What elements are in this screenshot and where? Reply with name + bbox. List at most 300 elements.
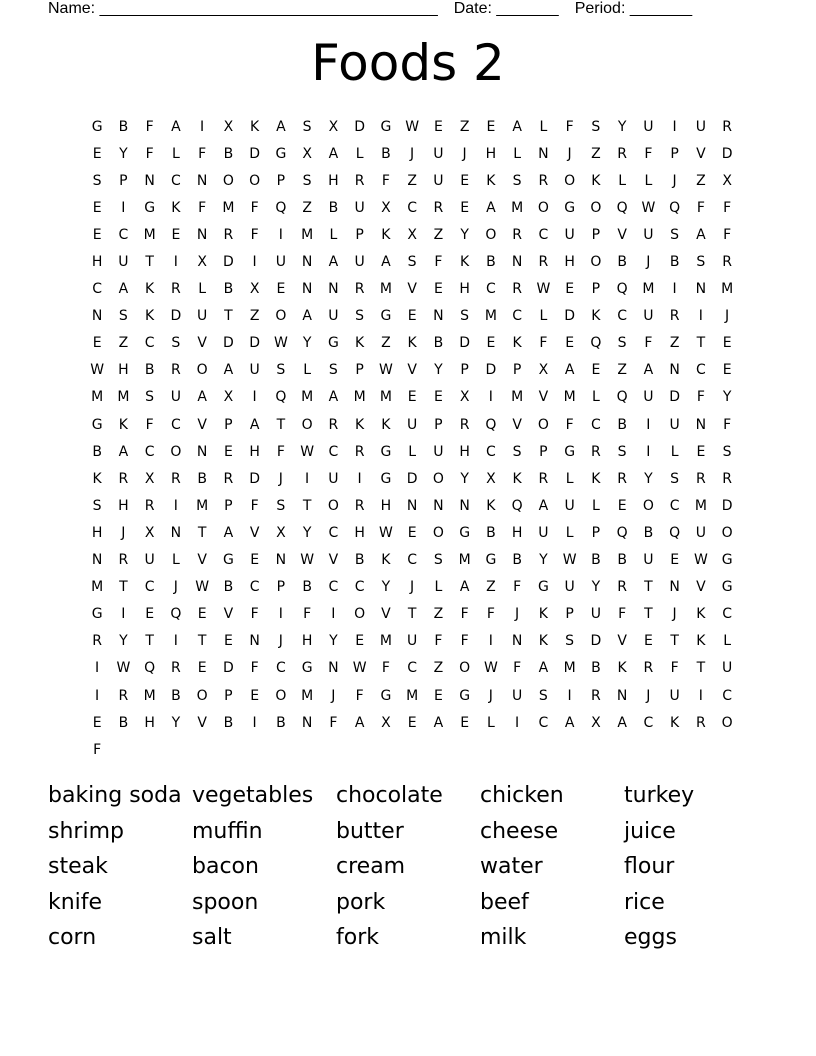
grid-letter[interactable]: O: [590, 254, 602, 271]
grid-letter[interactable]: R: [171, 470, 181, 487]
grid-letter[interactable]: C: [328, 579, 339, 596]
grid-letter[interactable]: U: [722, 660, 733, 677]
grid-letter[interactable]: F: [565, 118, 574, 135]
grid-letter[interactable]: P: [224, 497, 233, 514]
grid-letter[interactable]: E: [145, 606, 155, 623]
grid-letter[interactable]: Y: [722, 389, 732, 406]
grid-letter[interactable]: H: [118, 362, 129, 379]
grid-letter[interactable]: K: [512, 335, 522, 352]
grid-letter[interactable]: Y: [617, 118, 627, 135]
grid-letter[interactable]: K: [407, 335, 417, 352]
grid-letter[interactable]: G: [91, 606, 103, 623]
grid-letter[interactable]: U: [407, 633, 418, 650]
grid-letter[interactable]: G: [275, 145, 287, 162]
grid-letter[interactable]: R: [171, 281, 181, 298]
grid-letter[interactable]: A: [328, 254, 339, 271]
grid-letter[interactable]: F: [250, 199, 259, 216]
grid-letter[interactable]: S: [433, 552, 443, 569]
grid-letter[interactable]: R: [328, 416, 339, 433]
grid-letter[interactable]: X: [223, 118, 234, 135]
grid-letter[interactable]: X: [302, 145, 312, 162]
grid-letter[interactable]: D: [222, 254, 234, 271]
grid-letter[interactable]: I: [200, 118, 205, 135]
grid-letter[interactable]: U: [433, 145, 444, 162]
grid-letter[interactable]: C: [92, 281, 103, 298]
grid-letter[interactable]: H: [511, 524, 523, 541]
grid-letter[interactable]: B: [223, 714, 234, 731]
grid-letter[interactable]: J: [410, 145, 415, 162]
grid-letter[interactable]: Q: [669, 199, 681, 216]
grid-letter[interactable]: N: [328, 660, 339, 677]
grid-letter[interactable]: V: [696, 579, 706, 596]
grid-letter[interactable]: E: [407, 714, 417, 731]
grid-letter[interactable]: L: [670, 443, 679, 460]
grid-letter[interactable]: F: [145, 416, 154, 433]
grid-letter[interactable]: B: [302, 579, 312, 596]
grid-letter[interactable]: U: [354, 254, 365, 271]
grid-letter[interactable]: K: [145, 281, 155, 298]
grid-letter[interactable]: Y: [591, 579, 601, 596]
grid-letter[interactable]: W: [273, 335, 288, 352]
grid-letter[interactable]: Q: [616, 199, 628, 216]
grid-letter[interactable]: Q: [170, 606, 182, 623]
grid-letter[interactable]: F: [198, 145, 207, 162]
grid-letter[interactable]: K: [171, 199, 181, 216]
grid-letter[interactable]: I: [252, 389, 257, 406]
grid-letter[interactable]: M: [301, 389, 314, 406]
grid-letter[interactable]: E: [433, 118, 443, 135]
grid-letter[interactable]: A: [197, 389, 207, 406]
grid-letter[interactable]: X: [459, 389, 470, 406]
grid-letter[interactable]: J: [278, 633, 283, 650]
grid-letter[interactable]: A: [433, 714, 444, 731]
grid-letter[interactable]: M: [694, 497, 707, 514]
grid-letter[interactable]: Z: [669, 335, 680, 352]
grid-letter[interactable]: Y: [460, 470, 469, 487]
grid-letter[interactable]: T: [302, 497, 312, 514]
grid-letter[interactable]: B: [512, 552, 522, 569]
grid-letter[interactable]: F: [618, 606, 627, 623]
grid-letter[interactable]: F: [93, 741, 102, 758]
grid-letter[interactable]: V: [197, 714, 207, 731]
grid-letter[interactable]: Q: [616, 524, 628, 541]
grid-letter[interactable]: E: [460, 172, 470, 189]
grid-letter[interactable]: N: [170, 524, 182, 541]
grid-letter[interactable]: Z: [249, 308, 260, 325]
grid-letter[interactable]: R: [722, 118, 732, 135]
grid-letter[interactable]: G: [564, 443, 576, 460]
grid-letter[interactable]: B: [223, 579, 234, 596]
grid-letter[interactable]: V: [197, 416, 207, 433]
grid-letter[interactable]: I: [331, 606, 336, 623]
grid-letter[interactable]: O: [721, 714, 733, 731]
grid-letter[interactable]: G: [485, 552, 497, 569]
grid-letter[interactable]: G: [91, 416, 103, 433]
grid-letter[interactable]: A: [328, 145, 339, 162]
grid-letter[interactable]: B: [144, 362, 155, 379]
grid-letter[interactable]: E: [92, 714, 102, 731]
grid-letter[interactable]: X: [144, 470, 155, 487]
grid-letter[interactable]: B: [118, 118, 129, 135]
grid-letter[interactable]: P: [460, 362, 469, 379]
grid-letter[interactable]: U: [249, 362, 260, 379]
grid-letter[interactable]: K: [486, 172, 496, 189]
grid-letter[interactable]: U: [275, 254, 286, 271]
grid-letter[interactable]: V: [381, 606, 391, 623]
grid-letter[interactable]: B: [118, 714, 129, 731]
grid-letter[interactable]: C: [144, 579, 155, 596]
grid-letter[interactable]: L: [591, 389, 600, 406]
grid-letter[interactable]: G: [380, 308, 392, 325]
grid-letter[interactable]: F: [303, 606, 312, 623]
grid-letter[interactable]: V: [328, 552, 339, 569]
grid-letter[interactable]: F: [381, 660, 390, 677]
grid-letter[interactable]: R: [118, 687, 129, 704]
grid-letter[interactable]: K: [696, 633, 706, 650]
grid-letter[interactable]: Z: [617, 362, 627, 379]
grid-letter[interactable]: H: [91, 524, 103, 541]
grid-letter[interactable]: F: [513, 660, 522, 677]
grid-letter[interactable]: E: [722, 362, 732, 379]
grid-letter[interactable]: S: [670, 226, 680, 243]
grid-letter[interactable]: S: [591, 118, 601, 135]
grid-letter[interactable]: I: [698, 308, 703, 325]
grid-letter[interactable]: C: [407, 199, 418, 216]
grid-letter[interactable]: S: [355, 308, 365, 325]
grid-letter[interactable]: S: [460, 308, 470, 325]
grid-letter[interactable]: H: [118, 497, 129, 514]
grid-letter[interactable]: J: [515, 606, 520, 623]
grid-letter[interactable]: R: [722, 470, 732, 487]
grid-letter[interactable]: Z: [459, 118, 470, 135]
grid-letter[interactable]: E: [276, 281, 286, 298]
grid-letter[interactable]: N: [275, 552, 287, 569]
grid-letter[interactable]: L: [591, 497, 600, 514]
grid-letter[interactable]: J: [462, 145, 467, 162]
grid-letter[interactable]: X: [381, 714, 391, 731]
grid-letter[interactable]: M: [379, 389, 392, 406]
grid-letter[interactable]: S: [617, 443, 627, 460]
grid-letter[interactable]: A: [696, 226, 706, 243]
grid-letter[interactable]: X: [722, 172, 732, 189]
grid-letter[interactable]: P: [119, 172, 128, 189]
grid-letter[interactable]: F: [355, 687, 364, 704]
grid-letter[interactable]: D: [249, 145, 261, 162]
grid-letter[interactable]: J: [646, 687, 651, 704]
grid-letter[interactable]: X: [381, 199, 391, 216]
grid-letter[interactable]: N: [196, 226, 208, 243]
grid-letter[interactable]: I: [95, 660, 100, 677]
grid-letter[interactable]: Q: [511, 497, 523, 514]
grid-letter[interactable]: Z: [433, 660, 444, 677]
grid-letter[interactable]: E: [433, 687, 443, 704]
grid-letter[interactable]: Z: [407, 172, 417, 189]
grid-letter[interactable]: S: [276, 362, 286, 379]
grid-letter[interactable]: B: [197, 470, 207, 487]
grid-letter[interactable]: K: [355, 335, 365, 352]
grid-letter[interactable]: S: [722, 443, 732, 460]
grid-letter[interactable]: B: [223, 145, 234, 162]
grid-letter[interactable]: F: [486, 606, 495, 623]
grid-letter[interactable]: F: [723, 416, 732, 433]
grid-letter[interactable]: F: [198, 199, 207, 216]
grid-letter[interactable]: M: [222, 199, 235, 216]
grid-letter[interactable]: U: [170, 389, 181, 406]
grid-letter[interactable]: T: [276, 416, 286, 433]
grid-letter[interactable]: E: [617, 497, 627, 514]
grid-letter[interactable]: A: [564, 362, 575, 379]
grid-letter[interactable]: Y: [644, 470, 653, 487]
grid-letter[interactable]: P: [512, 362, 522, 379]
grid-letter[interactable]: W: [195, 579, 210, 596]
grid-letter[interactable]: I: [173, 254, 178, 271]
grid-letter[interactable]: Y: [302, 335, 312, 352]
grid-letter[interactable]: I: [305, 470, 310, 487]
grid-letter[interactable]: F: [434, 633, 443, 650]
grid-letter[interactable]: H: [91, 254, 103, 271]
grid-letter[interactable]: T: [670, 633, 679, 650]
grid-letter[interactable]: J: [646, 254, 651, 271]
grid-letter[interactable]: A: [381, 254, 391, 271]
grid-letter[interactable]: E: [460, 199, 470, 216]
grid-letter[interactable]: U: [643, 552, 654, 569]
grid-letter[interactable]: E: [696, 443, 706, 460]
grid-letter[interactable]: C: [722, 687, 733, 704]
grid-letter[interactable]: I: [646, 416, 651, 433]
grid-letter[interactable]: E: [591, 362, 601, 379]
grid-letter[interactable]: L: [171, 552, 180, 569]
grid-letter[interactable]: N: [91, 552, 103, 569]
grid-letter[interactable]: M: [458, 552, 471, 569]
grid-letter[interactable]: E: [92, 145, 102, 162]
grid-letter[interactable]: M: [91, 389, 104, 406]
grid-letter[interactable]: I: [121, 199, 126, 216]
grid-letter[interactable]: L: [434, 579, 443, 596]
grid-letter[interactable]: N: [459, 497, 470, 514]
grid-letter[interactable]: N: [301, 254, 313, 271]
grid-letter[interactable]: R: [669, 308, 680, 325]
grid-letter[interactable]: D: [459, 335, 471, 352]
grid-letter[interactable]: C: [617, 308, 628, 325]
grid-letter[interactable]: K: [512, 470, 522, 487]
grid-letter[interactable]: F: [329, 714, 338, 731]
grid-letter[interactable]: U: [328, 308, 339, 325]
grid-letter[interactable]: J: [567, 145, 572, 162]
grid-letter[interactable]: R: [696, 470, 706, 487]
grid-letter[interactable]: G: [380, 118, 392, 135]
grid-letter[interactable]: J: [278, 470, 283, 487]
grid-letter[interactable]: L: [644, 172, 653, 189]
grid-letter[interactable]: Z: [381, 335, 391, 352]
grid-letter[interactable]: C: [538, 226, 549, 243]
grid-letter[interactable]: R: [118, 470, 129, 487]
grid-letter[interactable]: M: [563, 389, 576, 406]
grid-letter[interactable]: C: [695, 362, 706, 379]
grid-letter[interactable]: R: [643, 660, 654, 677]
grid-letter[interactable]: L: [329, 226, 338, 243]
grid-letter[interactable]: I: [278, 606, 283, 623]
grid-letter[interactable]: Z: [118, 335, 129, 352]
grid-letter[interactable]: T: [197, 633, 207, 650]
grid-letter[interactable]: F: [460, 606, 469, 623]
grid-letter[interactable]: J: [121, 524, 126, 541]
grid-letter[interactable]: Q: [144, 660, 156, 677]
grid-letter[interactable]: K: [145, 308, 155, 325]
grid-letter[interactable]: X: [223, 389, 234, 406]
grid-letter[interactable]: F: [513, 579, 522, 596]
grid-letter[interactable]: I: [357, 470, 362, 487]
grid-letter[interactable]: F: [670, 660, 679, 677]
grid-letter[interactable]: N: [433, 497, 444, 514]
grid-letter[interactable]: Z: [696, 172, 706, 189]
grid-letter[interactable]: N: [433, 308, 444, 325]
grid-letter[interactable]: O: [301, 416, 313, 433]
grid-letter[interactable]: R: [538, 470, 549, 487]
grid-letter[interactable]: R: [118, 552, 129, 569]
grid-letter[interactable]: W: [90, 362, 105, 379]
grid-letter[interactable]: A: [249, 416, 260, 433]
grid-letter[interactable]: O: [275, 687, 287, 704]
grid-letter[interactable]: H: [380, 497, 392, 514]
grid-letter[interactable]: W: [483, 660, 498, 677]
grid-letter[interactable]: M: [511, 389, 524, 406]
grid-letter[interactable]: F: [276, 443, 285, 460]
grid-letter[interactable]: P: [670, 145, 679, 162]
grid-letter[interactable]: W: [352, 660, 367, 677]
grid-letter[interactable]: E: [223, 443, 233, 460]
grid-letter[interactable]: Q: [616, 281, 628, 298]
grid-letter[interactable]: I: [698, 687, 703, 704]
grid-letter[interactable]: X: [591, 714, 601, 731]
grid-letter[interactable]: S: [302, 118, 312, 135]
grid-letter[interactable]: T: [644, 579, 653, 596]
grid-letter[interactable]: T: [145, 254, 154, 271]
grid-letter[interactable]: N: [249, 633, 260, 650]
grid-letter[interactable]: M: [642, 281, 655, 298]
grid-letter[interactable]: O: [196, 687, 208, 704]
grid-letter[interactable]: R: [223, 226, 234, 243]
grid-letter[interactable]: G: [380, 687, 392, 704]
period-field[interactable]: Period: _______: [574, 0, 693, 17]
grid-letter[interactable]: Q: [590, 335, 602, 352]
grid-letter[interactable]: M: [301, 687, 314, 704]
grid-letter[interactable]: O: [564, 172, 576, 189]
grid-letter[interactable]: F: [565, 416, 574, 433]
grid-letter[interactable]: P: [355, 362, 364, 379]
grid-letter[interactable]: L: [565, 470, 574, 487]
grid-letter[interactable]: H: [301, 633, 313, 650]
grid-letter[interactable]: I: [515, 714, 520, 731]
grid-letter[interactable]: M: [143, 226, 156, 243]
grid-letter[interactable]: Y: [434, 362, 443, 379]
grid-letter[interactable]: S: [92, 497, 102, 514]
grid-letter[interactable]: Y: [460, 226, 469, 243]
grid-letter[interactable]: J: [672, 172, 677, 189]
grid-letter[interactable]: L: [486, 714, 495, 731]
grid-letter[interactable]: A: [223, 362, 234, 379]
grid-letter[interactable]: D: [249, 335, 261, 352]
grid-letter[interactable]: L: [408, 443, 417, 460]
grid-letter[interactable]: Q: [669, 524, 681, 541]
grid-letter[interactable]: S: [145, 389, 155, 406]
grid-letter[interactable]: Y: [381, 579, 391, 596]
grid-letter[interactable]: M: [563, 660, 576, 677]
grid-letter[interactable]: D: [564, 308, 576, 325]
grid-letter[interactable]: V: [223, 606, 234, 623]
grid-letter[interactable]: H: [328, 172, 339, 189]
grid-letter[interactable]: V: [696, 145, 706, 162]
grid-letter[interactable]: U: [197, 308, 208, 325]
grid-letter[interactable]: U: [538, 524, 549, 541]
grid-letter[interactable]: C: [485, 281, 496, 298]
grid-letter[interactable]: L: [565, 524, 574, 541]
grid-letter[interactable]: B: [328, 199, 339, 216]
grid-letter[interactable]: A: [564, 714, 575, 731]
grid-letter[interactable]: A: [118, 443, 129, 460]
grid-letter[interactable]: O: [327, 497, 339, 514]
grid-letter[interactable]: B: [591, 660, 601, 677]
grid-letter[interactable]: T: [696, 660, 706, 677]
grid-letter[interactable]: C: [328, 524, 339, 541]
grid-letter[interactable]: C: [328, 443, 339, 460]
grid-letter[interactable]: J: [410, 579, 415, 596]
grid-letter[interactable]: R: [354, 443, 365, 460]
grid-letter[interactable]: R: [171, 660, 181, 677]
grid-letter[interactable]: N: [328, 281, 339, 298]
grid-letter[interactable]: A: [354, 714, 365, 731]
grid-letter[interactable]: C: [590, 416, 601, 433]
grid-letter[interactable]: V: [197, 335, 207, 352]
grid-letter[interactable]: N: [511, 254, 523, 271]
grid-letter[interactable]: G: [459, 524, 471, 541]
grid-letter[interactable]: I: [488, 633, 493, 650]
grid-letter[interactable]: F: [250, 660, 259, 677]
grid-letter[interactable]: U: [643, 389, 654, 406]
grid-letter[interactable]: N: [406, 497, 418, 514]
grid-letter[interactable]: J: [331, 687, 336, 704]
grid-letter[interactable]: K: [92, 470, 102, 487]
grid-letter[interactable]: C: [170, 172, 181, 189]
grid-letter[interactable]: B: [433, 335, 444, 352]
grid-letter[interactable]: R: [512, 281, 522, 298]
grid-letter[interactable]: P: [565, 606, 574, 623]
grid-letter[interactable]: F: [145, 118, 154, 135]
grid-letter[interactable]: D: [485, 362, 497, 379]
grid-letter[interactable]: D: [590, 633, 602, 650]
grid-letter[interactable]: O: [432, 470, 444, 487]
grid-letter[interactable]: N: [91, 308, 103, 325]
grid-letter[interactable]: T: [197, 524, 207, 541]
grid-letter[interactable]: D: [721, 145, 733, 162]
grid-letter[interactable]: J: [672, 606, 677, 623]
grid-letter[interactable]: E: [250, 687, 260, 704]
grid-letter[interactable]: E: [643, 633, 653, 650]
grid-letter[interactable]: L: [539, 308, 548, 325]
grid-letter[interactable]: N: [695, 281, 707, 298]
grid-letter[interactable]: W: [405, 118, 420, 135]
grid-letter[interactable]: O: [249, 172, 261, 189]
grid-letter[interactable]: B: [354, 552, 365, 569]
grid-letter[interactable]: U: [590, 606, 601, 623]
grid-letter[interactable]: G: [144, 199, 156, 216]
grid-letter[interactable]: M: [196, 497, 209, 514]
grid-letter[interactable]: V: [249, 524, 260, 541]
grid-letter[interactable]: D: [669, 389, 681, 406]
grid-letter[interactable]: G: [222, 552, 234, 569]
name-field[interactable]: Name: ______________________________________: [48, 0, 438, 17]
grid-letter[interactable]: G: [380, 470, 392, 487]
grid-letter[interactable]: F: [539, 335, 548, 352]
